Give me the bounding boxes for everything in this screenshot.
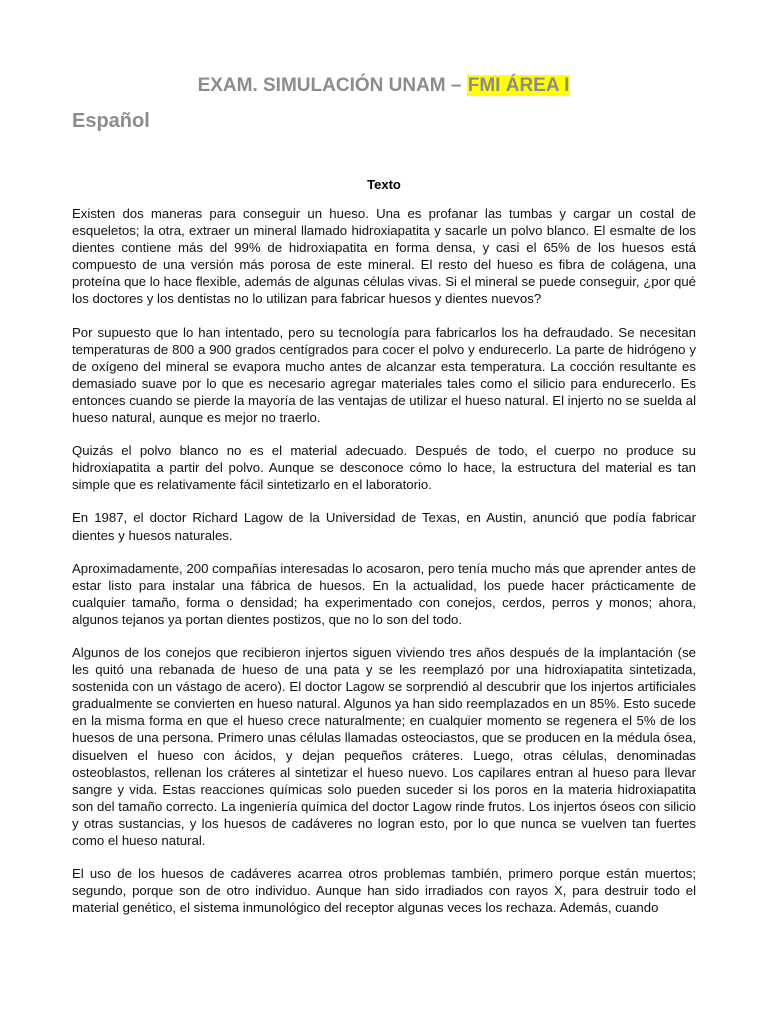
exam-title <box>72 74 696 98</box>
paragraph: Existen dos maneras para conseguir un hueso. Una es profanar las tumbas y cargar un costal de esqueletos; la otra, extraer un mineral llamado hidroxiapatita y sacarle un polvo blanco. El esmalte de los dientes contiene más del 99% de hidroxiapatita en forma densa, y casi el 65% de los huesos está compuesto de una versión más porosa de este mineral. El resto del hueso es fibra de colágena, una proteína que lo hace flexible, además de algunas células vivas. Si el mineral se puede conseguir, ¿por qué los doctores y los dentistas no lo utilizan para fabricar huesos y dientes nuevos? <box>72 206 696 307</box>
paragraph: En 1987, el doctor Richard Lagow de la Universidad de Texas, en Austin, anunció que podía fabricar dientes y huesos naturales. <box>72 510 696 543</box>
exam-title-main: EXAM. SIMULACIÓN UNAM – <box>197 75 467 96</box>
subject-heading: Español <box>72 110 150 132</box>
paragraph: El uso de los huesos de cadáveres acarrea otros problemas también, primero porque están muertos; segundo, porque son de otro individuo. Aunque han sido irradiados con rayos X, para destruir todo el material genético, el sistema inmunológico del receptor algunas veces los rechaza. Además, cuando <box>72 866 696 916</box>
exam-title-highlight: FMI ÁREA I <box>467 75 570 96</box>
paragraph: Quizás el polvo blanco no es el material adecuado. Después de todo, el cuerpo no produce su hidroxiapatita a partir del polvo. Aunque se desconoce cómo lo hace, la estructura del material es tan simple que es relativamente fácil sintetizarlo en el laboratorio. <box>72 443 696 493</box>
paragraph: Aproximadamente, 200 compañías interesadas lo acosaron, pero tenía mucho más que aprender antes de estar listo para instalar una fábrica de huesos. En la actualidad, los puede hacer prácticamente de cualquier tamaño, forma o densidad; ha experimentado con conejos, cerdos, perros y monos; ahora, algunos tejanos ya portan dientes postizos, que no lo son del todo. <box>72 560 696 627</box>
body-text <box>72 205 696 932</box>
paragraph: Algunos de los conejos que recibieron injertos siguen viviendo tres años después de la implantación (se les quitó una rebanada de hueso de una pata y se les reemplazó por una hidroxiapatita sintetizada, sostenida con un vástago de acero). El doctor Lagow se sorprendió al descubrir que los injertos artificiales gradualmente se convierten en hueso natural. Algunos ya han sido reemplazados en un 85%. Esto sucede en la misma forma en que el hueso crece naturalmente; en cualquier momento se regenera el 5% de los huesos de una persona. Primero unas células llamadas osteociastos, que se producen en la médula ósea, disuelven el hueso con ácidos, y dejan pequeños cráteres. Luego, otras células, denominadas osteoblastos, rellenan los cráteres al sintetizar el hueso nuevo. Los capilares entran al hueso para llevar sangre y vida. Estas reacciones químicas solo pueden suceder si los poros en la materia hidroxiapatita son del tamaño correcto. La ingeniería química del doctor Lagow rinde frutos. Los injertos óseos con silicio y otras sustancias, y los huesos de cadáveres no logran esto, por lo que nunca se vuelven tan fuertes como el hueso natural. <box>72 644 696 848</box>
section-heading: Texto <box>367 177 401 192</box>
paragraph: Por supuesto que lo han intentado, pero su tecnología para fabricarlos los ha defraudado. Se necesitan temperaturas de 800 a 900 grados centígrados para cocer el polvo y endurecerlo. La parte de hidrógeno y de oxígeno del mineral se evapora mucho antes de alcanzar esta temperatura. La cocción resultante es demasiado suave por lo que es necesario agregar materiales tales como el silicio para endurecerlo. Es entonces cuando se pierde la mayoría de las ventajas de utilizar el hueso natural. El injerto no se suelda al hueso natural, aunque es mejor no traerlo. <box>72 324 696 426</box>
